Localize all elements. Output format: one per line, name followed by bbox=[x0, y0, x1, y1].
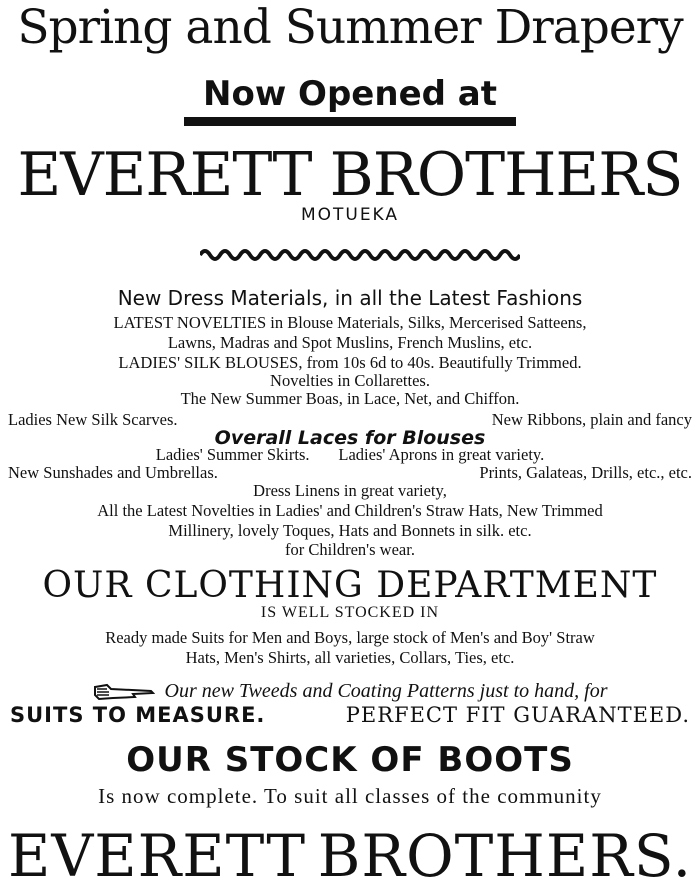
subheadline: Now Opened at bbox=[203, 74, 497, 114]
hats-line-1: All the Latest Novelties in Ladies' and Children's Straw Hats, New Trimmed bbox=[97, 501, 603, 520]
headline: Spring and Summer Drapery bbox=[17, 0, 683, 55]
clothing-stocked: IS WELL STOCKED IN bbox=[260, 604, 440, 621]
boas-line: The New Summer Boas, in Lace, Net, and Chiffon. bbox=[180, 389, 520, 408]
skirts-text: Ladies' Summer Skirts. bbox=[155, 445, 310, 464]
divider-bar bbox=[184, 117, 516, 126]
footer-store-name bbox=[0, 822, 700, 890]
measure-row bbox=[0, 703, 700, 727]
sunshades-text: New Sunshades and Umbrellas. bbox=[8, 463, 218, 482]
hats-line-2: Millinery, lovely Toques, Hats and Bonnets in silk. etc. bbox=[168, 521, 532, 540]
boots-text: Is now complete. To suit all classes of the community bbox=[98, 784, 602, 808]
prints-text: Prints, Galateas, Drills, etc., etc. bbox=[479, 463, 692, 482]
novelties-line-2: Lawns, Madras and Spot Muslins, French Muslins, etc. bbox=[167, 333, 533, 352]
tweeds-line bbox=[0, 680, 700, 703]
collarettes-line: Novelties in Collarettes. bbox=[270, 371, 430, 390]
pointing-hand-icon bbox=[93, 683, 155, 701]
novelties-line-1: LATEST NOVELTIES in Blouse Materials, Silks, Mercerised Satteens, bbox=[113, 313, 587, 332]
boots-heading: OUR STOCK OF BOOTS bbox=[126, 740, 574, 780]
location: MOTUEKA bbox=[300, 205, 400, 225]
section-title: New Dress Materials, in all the Latest Fashions bbox=[117, 286, 583, 310]
tweeds-text: Our new Tweeds and Coating Patterns just to hand, for bbox=[164, 680, 608, 702]
suits-line-2: Hats, Men's Shirts, all varieties, Collars, Ties, etc. bbox=[185, 648, 515, 667]
sunshades-prints-row bbox=[0, 463, 700, 483]
footer-word-1: EVERETT bbox=[8, 822, 307, 890]
footer-word-2: BROTHERS. bbox=[317, 822, 692, 890]
scarves-text: Ladies New Silk Scarves. bbox=[8, 410, 178, 429]
skirts-aprons-row bbox=[0, 445, 700, 465]
fit-guarantee: PERFECT FIT GUARANTEED. bbox=[345, 703, 690, 727]
linens-line: Dress Linens in great variety, bbox=[253, 481, 447, 500]
clothing-heading: OUR CLOTHING DEPARTMENT bbox=[42, 565, 658, 606]
suits-to-measure: SUITS TO MEASURE. bbox=[10, 703, 266, 727]
aprons-text: Ladies' Aprons in great variety. bbox=[338, 445, 545, 464]
store-name: EVERETT BROTHERS bbox=[17, 140, 683, 210]
blouses-line: LADIES' SILK BLOUSES, from 10s 6d to 40s. Beautifully Trimmed. bbox=[118, 353, 582, 372]
laces-line: Overall Laces for Blouses bbox=[214, 427, 486, 449]
ribbons-text: New Ribbons, plain and fancy bbox=[491, 410, 692, 429]
suits-line-1: Ready made Suits for Men and Boys, large stock of Men's and Boy' Straw bbox=[105, 628, 595, 647]
hats-line-3: for Children's wear. bbox=[285, 540, 415, 559]
wavy-divider-icon bbox=[200, 246, 520, 264]
